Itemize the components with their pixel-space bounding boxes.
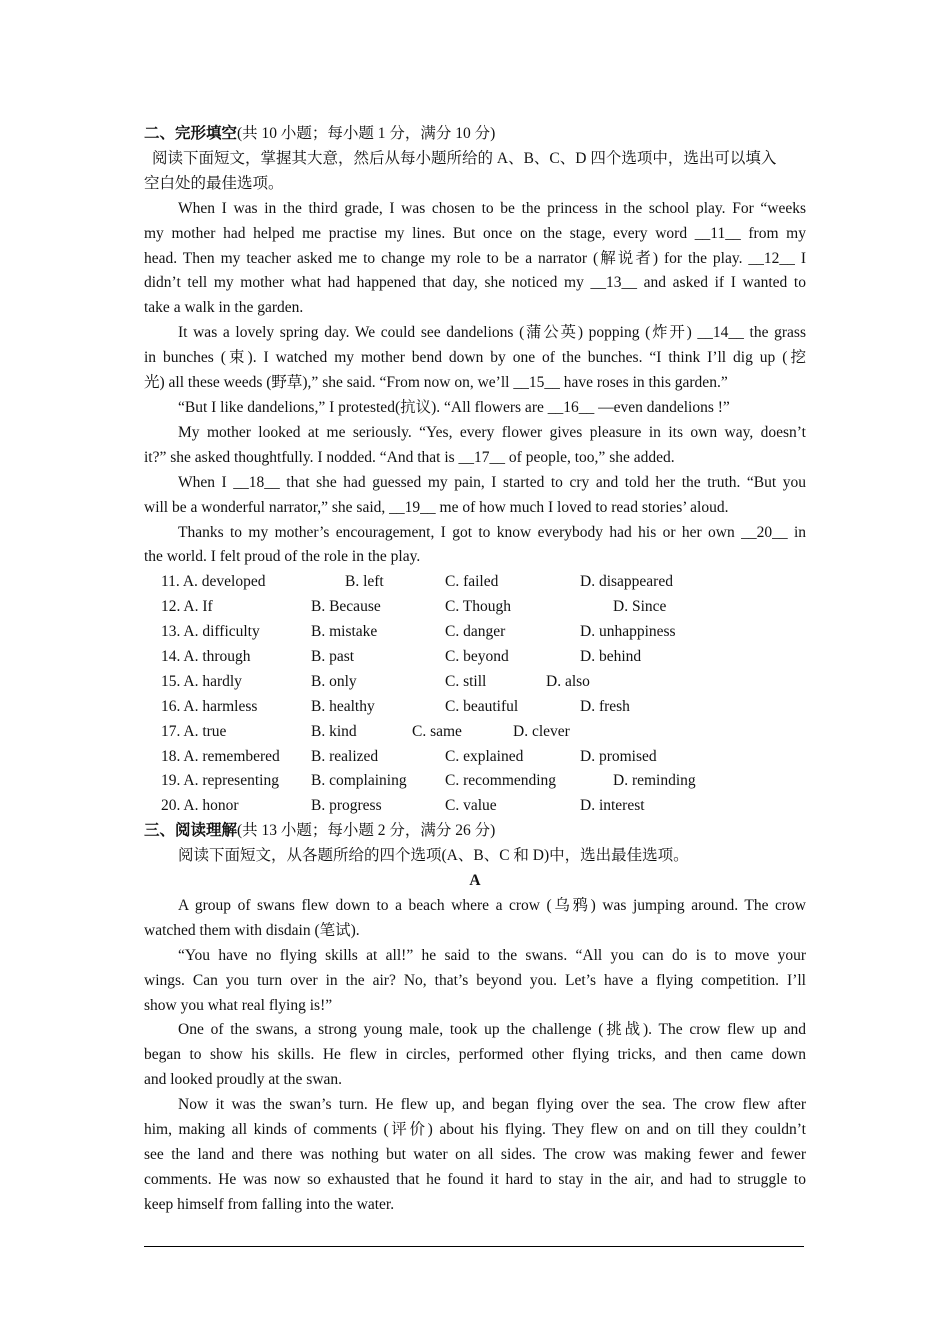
option-b: B. past bbox=[311, 647, 355, 665]
option-c: C. same bbox=[412, 722, 462, 740]
option-c: C. still bbox=[445, 672, 487, 690]
option-d: D. unhappiness bbox=[580, 623, 676, 641]
option-d: D. also bbox=[546, 672, 590, 690]
option-c: C. beyond bbox=[445, 647, 509, 665]
passage-a-line: see the land and there was nothing but water on all sides. The crow was making fewer and fewer bbox=[144, 1146, 806, 1163]
option-b: B. Because bbox=[311, 598, 381, 616]
option-c: C. danger bbox=[445, 623, 506, 641]
option-a: 16. A. harmless bbox=[161, 697, 258, 715]
cloze-passage-line: When I __18__ that she had guessed my pain, I started to cry and told her the truth. “But you bbox=[178, 473, 806, 491]
cloze-passage-line: 光) all these weeds (野草),” she said. “From now on, we’ll __15__ have roses in this garden.” bbox=[144, 374, 728, 392]
cloze-passage-line: it?” she asked thoughtfully. I nodded. “And that is __17__ of people, too,” she added. bbox=[144, 448, 675, 466]
reading-heading-title: 三、阅读理解 bbox=[144, 822, 238, 840]
option-a: 19. A. representing bbox=[161, 772, 279, 790]
option-c: C. recommending bbox=[445, 772, 557, 790]
reading-section-heading bbox=[144, 819, 806, 844]
reading-instructions: 阅读下面短文，从各题所给的四个选项(A、B、C 和 D)中，选出最佳选项。 bbox=[178, 847, 689, 865]
option-row bbox=[144, 620, 806, 645]
option-a: 17. A. true bbox=[161, 722, 227, 740]
option-a: 13. A. difficulty bbox=[161, 623, 260, 641]
cloze-options bbox=[144, 570, 806, 819]
option-b: B. left bbox=[345, 573, 384, 591]
cloze-passage-line: will be a wonderful narrator,” she said, __19__ me of how much I loved to read stories’ aloud. bbox=[144, 498, 729, 516]
option-a: 14. A. through bbox=[161, 647, 251, 665]
option-row bbox=[144, 794, 806, 819]
cloze-passage-line: My mother looked at me seriously. “Yes, every flower gives pleasure in its own way, doesn’t bbox=[178, 423, 806, 441]
option-d: D. disappeared bbox=[580, 573, 673, 591]
cloze-passage-line: When I was in the third grade, I was chosen to be the princess in the school play. For “weeks bbox=[178, 199, 806, 217]
option-d: D. interest bbox=[580, 797, 645, 815]
cloze-heading-scoring: (共 10 小题；每小题 1 分，满分 10 分) bbox=[237, 125, 496, 142]
option-a: 11. A. developed bbox=[161, 573, 266, 591]
option-c: C. failed bbox=[445, 573, 499, 591]
passage-a-line: began to show his skills. He flew in circles, performed other flying tricks, and then came down bbox=[144, 1046, 806, 1064]
passage-a-line: watched them with disdain (笔试). bbox=[144, 921, 360, 939]
option-row bbox=[144, 595, 806, 620]
passage-a-line: Now it was the swan’s turn. He flew up, and began flying over the sea. The crow flew after bbox=[178, 1096, 806, 1114]
option-a: 12. A. If bbox=[161, 598, 213, 616]
option-a: 18. A. remembered bbox=[161, 747, 280, 765]
cloze-instructions-line-1: 阅读下面短文，掌握其大意，然后从每小题所给的 A、B、C、D 四个选项中，选出可以填入 bbox=[152, 149, 777, 167]
option-b: B. only bbox=[311, 672, 357, 690]
option-c: C. Though bbox=[445, 598, 512, 616]
cloze-heading-title: 二、完形填空 bbox=[144, 125, 238, 142]
cloze-passage-line: take a walk in the garden. bbox=[144, 299, 304, 317]
cloze-passage-line: head. Then my teacher asked me to change my role to be a narrator (解说者) for the play. __12__ I bbox=[144, 249, 806, 267]
option-b: B. progress bbox=[311, 797, 382, 815]
option-row bbox=[144, 695, 806, 720]
footer-rule bbox=[144, 1246, 804, 1247]
cloze-passage-line: Thanks to my mother’s encouragement, I got to know everybody had his or her own __20__ in bbox=[178, 523, 806, 541]
cloze-passage-line: “But I like dandelions,” I protested(抗议). “All flowers are __16__ —even dandelions !” bbox=[178, 398, 730, 416]
option-a: 20. A. honor bbox=[161, 797, 239, 815]
option-d: D. reminding bbox=[613, 772, 696, 790]
passage-a-line: wings. Can you turn over in the air? No, that’s beyond you. Let’s have a flying competition. I’ll bbox=[144, 971, 806, 989]
option-d: D. Since bbox=[613, 598, 667, 616]
option-c: C. beautiful bbox=[445, 697, 519, 715]
cloze-passage-line: the world. I felt proud of the role in the play. bbox=[144, 548, 421, 566]
passage-a-line: One of the swans, a strong young male, took up the challenge (挑战). The crow flew up and bbox=[178, 1021, 806, 1039]
option-d: D. promised bbox=[580, 747, 657, 765]
option-b: B. healthy bbox=[311, 697, 375, 715]
option-row bbox=[144, 670, 806, 695]
option-row bbox=[144, 720, 806, 745]
option-d: D. behind bbox=[580, 647, 642, 665]
cloze-passage-line: It was a lovely spring day. We could see dandelions (蒲公英) popping (炸开) __14__ the grass bbox=[178, 324, 806, 342]
passage-a-line: keep himself from falling into the water. bbox=[144, 1195, 395, 1213]
cloze-passage-line: my mother had helped me practise my lines. But once on the stage, every word __11__ from my bbox=[144, 224, 806, 242]
option-row bbox=[144, 570, 806, 595]
passage-a-line: comments. He was now so exhausted that he found it hard to stay in the air, and had to struggle to bbox=[144, 1170, 806, 1188]
passage-a-line: show you what real flying is!” bbox=[144, 996, 333, 1014]
option-b: B. kind bbox=[311, 722, 357, 740]
option-row bbox=[144, 769, 806, 794]
passage-a-line: and looked proudly at the swan. bbox=[144, 1071, 343, 1089]
option-b: B. mistake bbox=[311, 623, 378, 641]
cloze-section-heading bbox=[144, 122, 806, 147]
option-row bbox=[144, 645, 806, 670]
passage-a-line: him, making all kinds of comments (评价) about his flying. They flew on and on till they couldn’t bbox=[144, 1121, 806, 1139]
passage-a bbox=[144, 894, 806, 1218]
option-b: B. realized bbox=[311, 747, 379, 765]
passage-a-line: “You have no flying skills at all!” he said to the swans. “All you can do is to move your bbox=[178, 946, 806, 964]
cloze-passage-line: didn’t tell my mother what had happened that day, she noticed my __13__ and asked if I wanted to bbox=[144, 274, 806, 292]
passage-a-label: A bbox=[469, 872, 481, 890]
option-c: C. explained bbox=[445, 747, 524, 765]
exam-content bbox=[144, 122, 806, 1218]
cloze-instructions-line-2: 空白处的最佳选项。 bbox=[144, 174, 284, 192]
option-a: 15. A. hardly bbox=[161, 672, 242, 690]
cloze-passage bbox=[144, 197, 806, 571]
passage-a-line: A group of swans flew down to a beach where a crow (乌鸦) was jumping around. The crow bbox=[178, 896, 806, 914]
option-d: D. fresh bbox=[580, 697, 630, 715]
option-c: C. value bbox=[445, 797, 497, 815]
option-row bbox=[144, 745, 806, 770]
reading-heading-scoring: (共 13 小题；每小题 2 分，满分 26 分) bbox=[237, 822, 496, 840]
option-b: B. complaining bbox=[311, 772, 407, 790]
cloze-passage-line: in bunches (束). I watched my mother bend down by one of the bunches. “I think I’ll dig up (挖 bbox=[144, 349, 806, 367]
option-d: D. clever bbox=[513, 722, 570, 740]
